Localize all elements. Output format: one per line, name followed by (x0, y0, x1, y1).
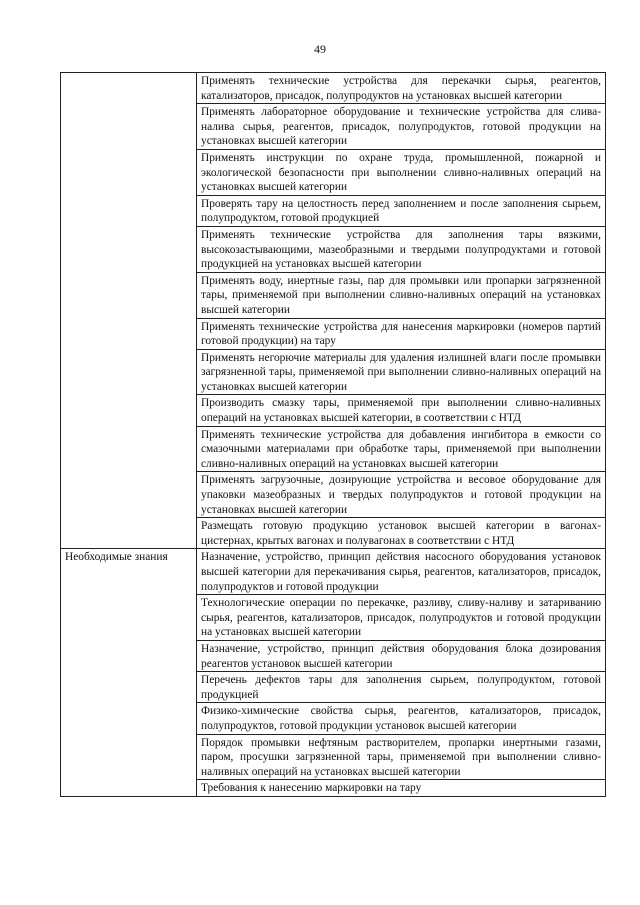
skills-item: Производить смазку тары, применяемой при выполнении сливно-наливных операций на установках высшей категории, в соответствии с НТД (197, 395, 606, 426)
page-number: 49 (314, 42, 326, 56)
knowledge-item: Перечень дефектов тары для заполнения сырьем, полупродуктом, готовой продукцией (197, 672, 606, 703)
skills-item: Применять негорючие материалы для удаления излишней влаги после промывки загрязненной тары, применяемой при выполнении сливно-наливных операций на установках высшей категории (197, 349, 606, 395)
knowledge-row (61, 549, 606, 595)
skills-item: Проверять тару на целостность перед заполнением и после заполнения сырьем, полупродуктом, готовой продукцией (197, 195, 606, 226)
skills-label (61, 73, 197, 549)
requirements-table-body (61, 73, 606, 797)
skills-item: Применять технические устройства для нанесения маркировки (номеров партий готовой продукции) на тару (197, 318, 606, 349)
knowledge-item: Порядок промывки нефтяным растворителем, пропарки инертными газами, паром, просушки загрязненной тары, применяемой при выполнении сливно-наливных операций на установках высшей категории (197, 734, 606, 780)
skills-item: Применять загрузочные, дозирующие устройства и весовое оборудование для упаковки мазеобразных и твердых полупродуктов и готовой продукции на установках высшей категории (197, 472, 606, 518)
skills-item: Применять технические устройства для перекачки сырья, реагентов, катализаторов, присадок, полупродуктов на установках высшей категории (197, 73, 606, 104)
skills-item: Применять технические устройства для заполнения тары вязкими, высокозастывающими, мазеобразными и твердыми полупродуктами и готовой продукцией на установках высшей категории (197, 226, 606, 272)
skills-item: Размещать готовую продукцию установок высшей категории в вагонах-цистернах, крытых вагонах и полувагонах в соответствии с НТД (197, 518, 606, 549)
skills-item: Применять воду, инертные газы, пар для промывки или пропарки загрязненной тары, применяемой при выполнении сливно-наливных операций на установках высшей категории (197, 272, 606, 318)
knowledge-item: Физико-химические свойства сырья, реагентов, катализаторов, присадок, полупродуктов, готовой продукции установок высшей категории (197, 703, 606, 734)
knowledge-item: Требования к нанесению маркировки на тару (197, 780, 606, 797)
knowledge-item: Назначение, устройство, принцип действия оборудования блока дозирования реагентов установок высшей категории (197, 640, 606, 671)
skills-item: Применять инструкции по охране труда, промышленной, пожарной и экологической безопасности при выполнении сливно-наливных операций на установках высшей категории (197, 149, 606, 195)
skills-item: Применять технические устройства для добавления ингибитора в емкости со смазочными материалами при обработке тары, применяемой при выполнении сливно-наливных операций на установках высшей категории (197, 426, 606, 472)
knowledge-item: Технологические операции по перекачке, разливу, сливу-наливу и затариванию сырья, реагентов, катализаторов, присадок, полупродуктов и готовой продукции на установках высшей категории (197, 595, 606, 641)
knowledge-item: Назначение, устройство, принцип действия насосного оборудования установок высшей категории для перекачивания сырья, реагентов, катализаторов, присадок, полупродуктов и готовой продукции (197, 549, 606, 595)
skills-row (61, 73, 606, 104)
requirements-table (60, 72, 606, 797)
knowledge-label: Необходимые знания (61, 549, 197, 797)
skills-item: Применять лабораторное оборудование и технические устройства для слива-налива сырья, реагентов, присадок, полупродуктов, готовой продукции на установках высшей категории (197, 104, 606, 150)
